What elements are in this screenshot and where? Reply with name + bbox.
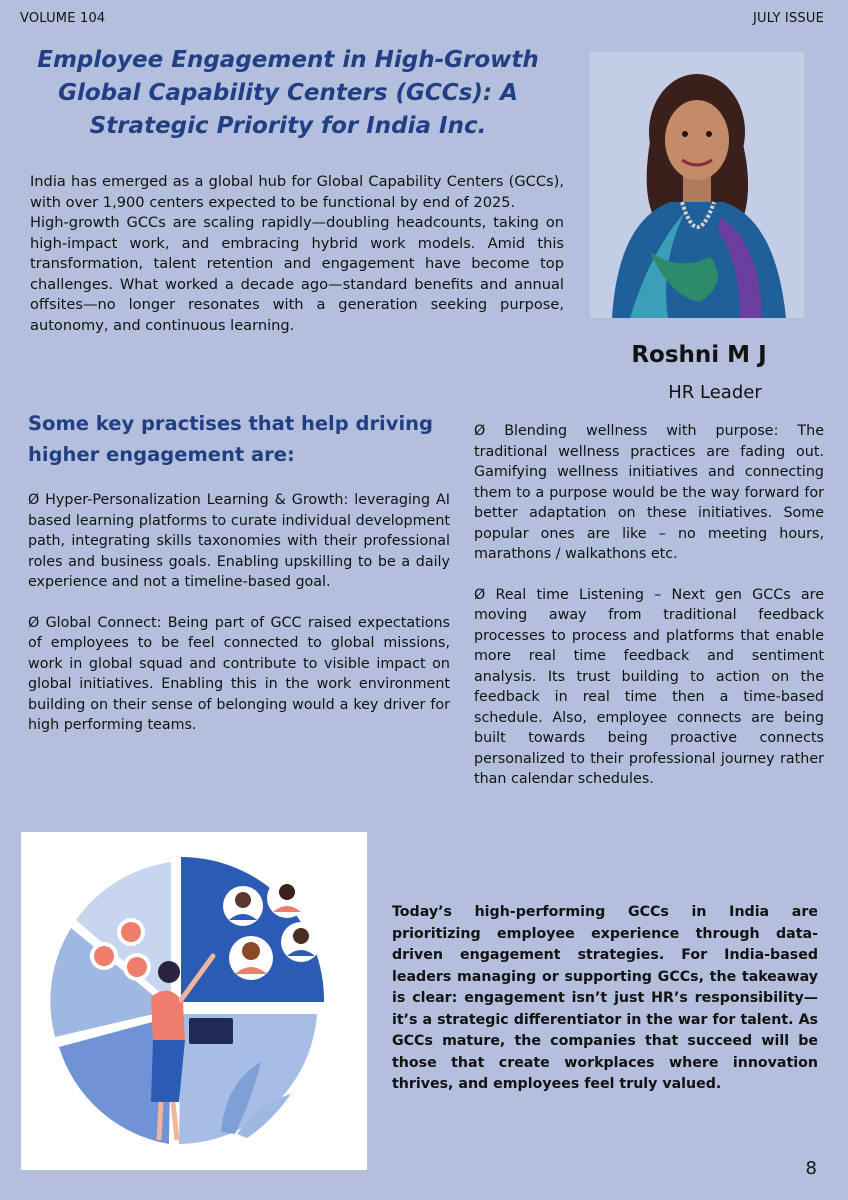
bullet-item: Ø Global Connect: Being part of GCC raised expectations of employees to be feel connected to global missions, work in global squad and contribute to visible impact on global initiatives. Enabling this in the work environment building on their sense of belonging would a key driver for high performing teams.: [28, 614, 450, 733]
article-title: Employee Engagement in High-Growth Global Capability Centers (GCCs): A Strategic Priority for India Inc.: [37, 47, 539, 139]
intro-paragraph: High-growth GCCs are scaling rapidly—doubling headcounts, taking on high-impact work, and embracing hybrid work models. Amid this transformation, talent retention and engagement have become top challenges. What worked a decade ago—standard benefits and annual offsites—no longer resonates with a generation seeking purpose, autonomy, and continuous learning.: [30, 214, 564, 334]
bullet-item: Ø Real time Listening – Next gen GCCs are moving away from traditional feedback processes to process and platforms that enable more real time feedback and sentiment analysis. Its trust building to action on the feedback in real time then a time-based schedule. Also, employee connects are being built towards being proactive connects personalized to their professional journey rather than calendar schedules.: [474, 586, 824, 787]
page-number: 8: [805, 1158, 817, 1179]
bullets-right-column: [474, 421, 824, 810]
volume-label: VOLUME 104: [20, 11, 106, 26]
author-role: HR Leader: [668, 382, 762, 403]
section-heading: Some key practises that help driving higher engagement are:: [28, 412, 433, 466]
intro-text: [30, 172, 564, 336]
bullets-left-column: [28, 490, 450, 756]
intro-paragraph: India has emerged as a global hub for Global Capability Centers (GCCs), with over 1,900 centers expected to be functional by end of 2025.: [30, 173, 564, 211]
engagement-illustration: [21, 832, 367, 1170]
author-photo: [590, 52, 804, 318]
bullet-item: Ø Blending wellness with purpose: The traditional wellness practices are fading out. Gamifying wellness initiatives and connecting them to a purpose would be the way forward for better adaptation on these initiatives. Some popular ones are like – no meeting hours, marathons / walkathons etc.: [474, 423, 824, 562]
bullet-item: Ø Hyper-Personalization Learning & Growth: leveraging AI based learning platforms to curate individual development path, integrating skills taxonomies with their professional roles and business goals. Enabling upskilling to be a daily experience and not a timeline-based goal.: [28, 492, 450, 590]
closing-statement: Today’s high-performing GCCs in India are prioritizing employee experience through data-driven engagement strategies. For India-based leaders managing or supporting GCCs, the takeaway is clear: engagement isn’t just HR’s responsibility—it’s a strategic differentiator in the war for talent. As GCCs mature, the companies that succeed will be those that create workplaces where innovation thrives, and employees feel truly valued.: [392, 904, 818, 1092]
author-name: Roshni M J: [631, 342, 767, 368]
issue-label: JULY ISSUE: [752, 11, 824, 26]
